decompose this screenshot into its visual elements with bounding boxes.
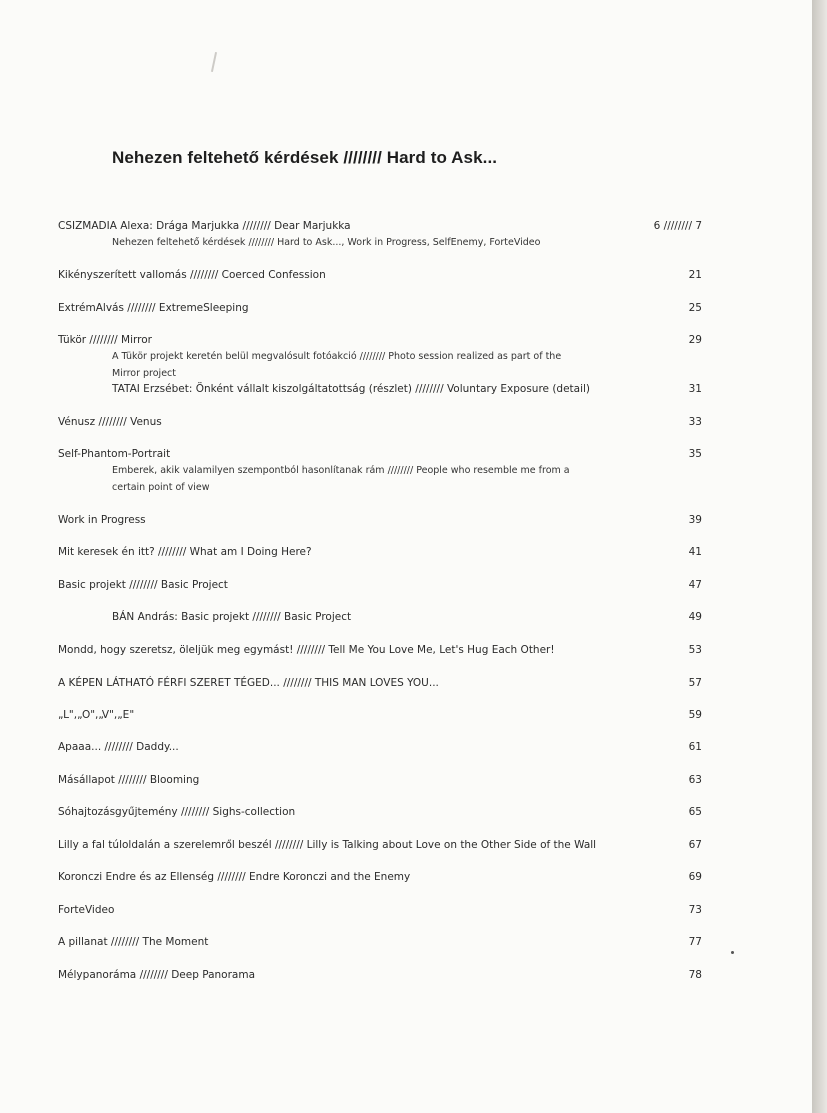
- toc-page-number: 61: [688, 741, 702, 753]
- toc-entry-title: ForteVideo: [58, 904, 115, 916]
- toc-page-number: 73: [688, 904, 702, 916]
- toc-entry-subtitle: A Tükör projekt keretén belül megvalósult fotóakció //////// Photo session realized as part of the Mirror project: [112, 351, 562, 379]
- toc-page-number: 39: [688, 514, 702, 526]
- toc-page-number: 78: [688, 969, 702, 981]
- toc-page-number: 59: [688, 709, 702, 721]
- toc-page-number: 21: [688, 269, 702, 281]
- toc-entry-subtitle: Nehezen feltehető kérdések //////// Hard to Ask..., Work in Progress, SelfEnemy, ForteVideo: [112, 237, 541, 248]
- toc-entry-title: BÁN András: Basic projekt //////// Basic Project: [112, 611, 352, 623]
- toc-page-number: 6 //////// 7: [653, 220, 702, 232]
- toc-entry-title: „L",„O",„V",„E": [58, 709, 135, 721]
- toc-entry-title: Vénusz //////// Venus: [58, 416, 162, 428]
- toc-entry-title: ExtrémAlvás //////// ExtremeSleeping: [58, 302, 249, 314]
- toc-page-number: 41: [688, 546, 702, 558]
- toc-page-number: 31: [688, 383, 702, 395]
- toc-entry-title: Mondd, hogy szeretsz, öleljük meg egymást! //////// Tell Me You Love Me, Let's Hug Each Other!: [58, 644, 555, 656]
- toc-page-number: 47: [688, 579, 702, 591]
- page-title: Nehezen feltehető kérdések //////// Hard to Ask...: [112, 148, 498, 167]
- toc-entry-subtitle: Emberek, akik valamilyen szempontból hasonlítanak rám //////// People who resemble me from a certain point of view: [112, 465, 570, 493]
- toc-page-number: 77: [688, 936, 702, 948]
- toc-page-number: 29: [688, 334, 702, 346]
- page-edge: [812, 0, 827, 1113]
- toc-page-number: 65: [688, 806, 702, 818]
- toc-entry-title: Apaaa... //////// Daddy...: [58, 741, 179, 753]
- toc-page-number: 67: [688, 839, 702, 851]
- toc-entry-title: Mit keresek én itt? //////// What am I Doing Here?: [58, 546, 312, 558]
- toc-entry-title: Kikényszerített vallomás //////// Coerced Confession: [58, 269, 326, 281]
- toc-page-number: 25: [688, 302, 702, 314]
- toc-page-number: 33: [688, 416, 702, 428]
- toc-entry-title: TATAI Erzsébet: Önként vállalt kiszolgáltatottság (részlet) //////// Voluntary Exposure (detail): [112, 383, 591, 395]
- toc-entry-title: A KÉPEN LÁTHATÓ FÉRFI SZERET TÉGED... //////// THIS MAN LOVES YOU...: [58, 677, 439, 689]
- toc-page-number: 49: [688, 611, 702, 623]
- toc-entry-title: Másállapot //////// Blooming: [58, 774, 200, 786]
- toc-entry-title: Tükör //////// Mirror: [58, 334, 152, 346]
- toc-entry-title: Mélypanoráma //////// Deep Panorama: [58, 969, 256, 981]
- toc-entry-title: CSIZMADIA Alexa: Drága Marjukka //////// Dear Marjukka: [58, 220, 351, 232]
- ink-dot: [731, 951, 734, 954]
- toc-page-number: 53: [688, 644, 702, 656]
- toc-entry-title: Work in Progress: [58, 514, 146, 526]
- toc-page-number: 57: [688, 677, 702, 689]
- toc-entry-title: Lilly a fal túloldalán a szerelemről beszél //////// Lilly is Talking about Love on the Other Side of the Wall: [58, 839, 597, 851]
- toc-entry-title: A pillanat //////// The Moment: [58, 936, 209, 948]
- toc-entry-title: Koronczi Endre és az Ellenség //////// Endre Koronczi and the Enemy: [58, 871, 411, 883]
- toc-entry-title: Sóhajtozásgyűjtemény //////// Sighs-collection: [58, 806, 296, 818]
- toc-page-number: 63: [688, 774, 702, 786]
- toc-page-number: 69: [688, 871, 702, 883]
- toc-entry-title: Self-Phantom-Portrait: [58, 448, 171, 460]
- pen-mark: [211, 52, 217, 72]
- toc-entry-title: Basic projekt //////// Basic Project: [58, 579, 228, 591]
- toc-page-number: 35: [688, 448, 702, 460]
